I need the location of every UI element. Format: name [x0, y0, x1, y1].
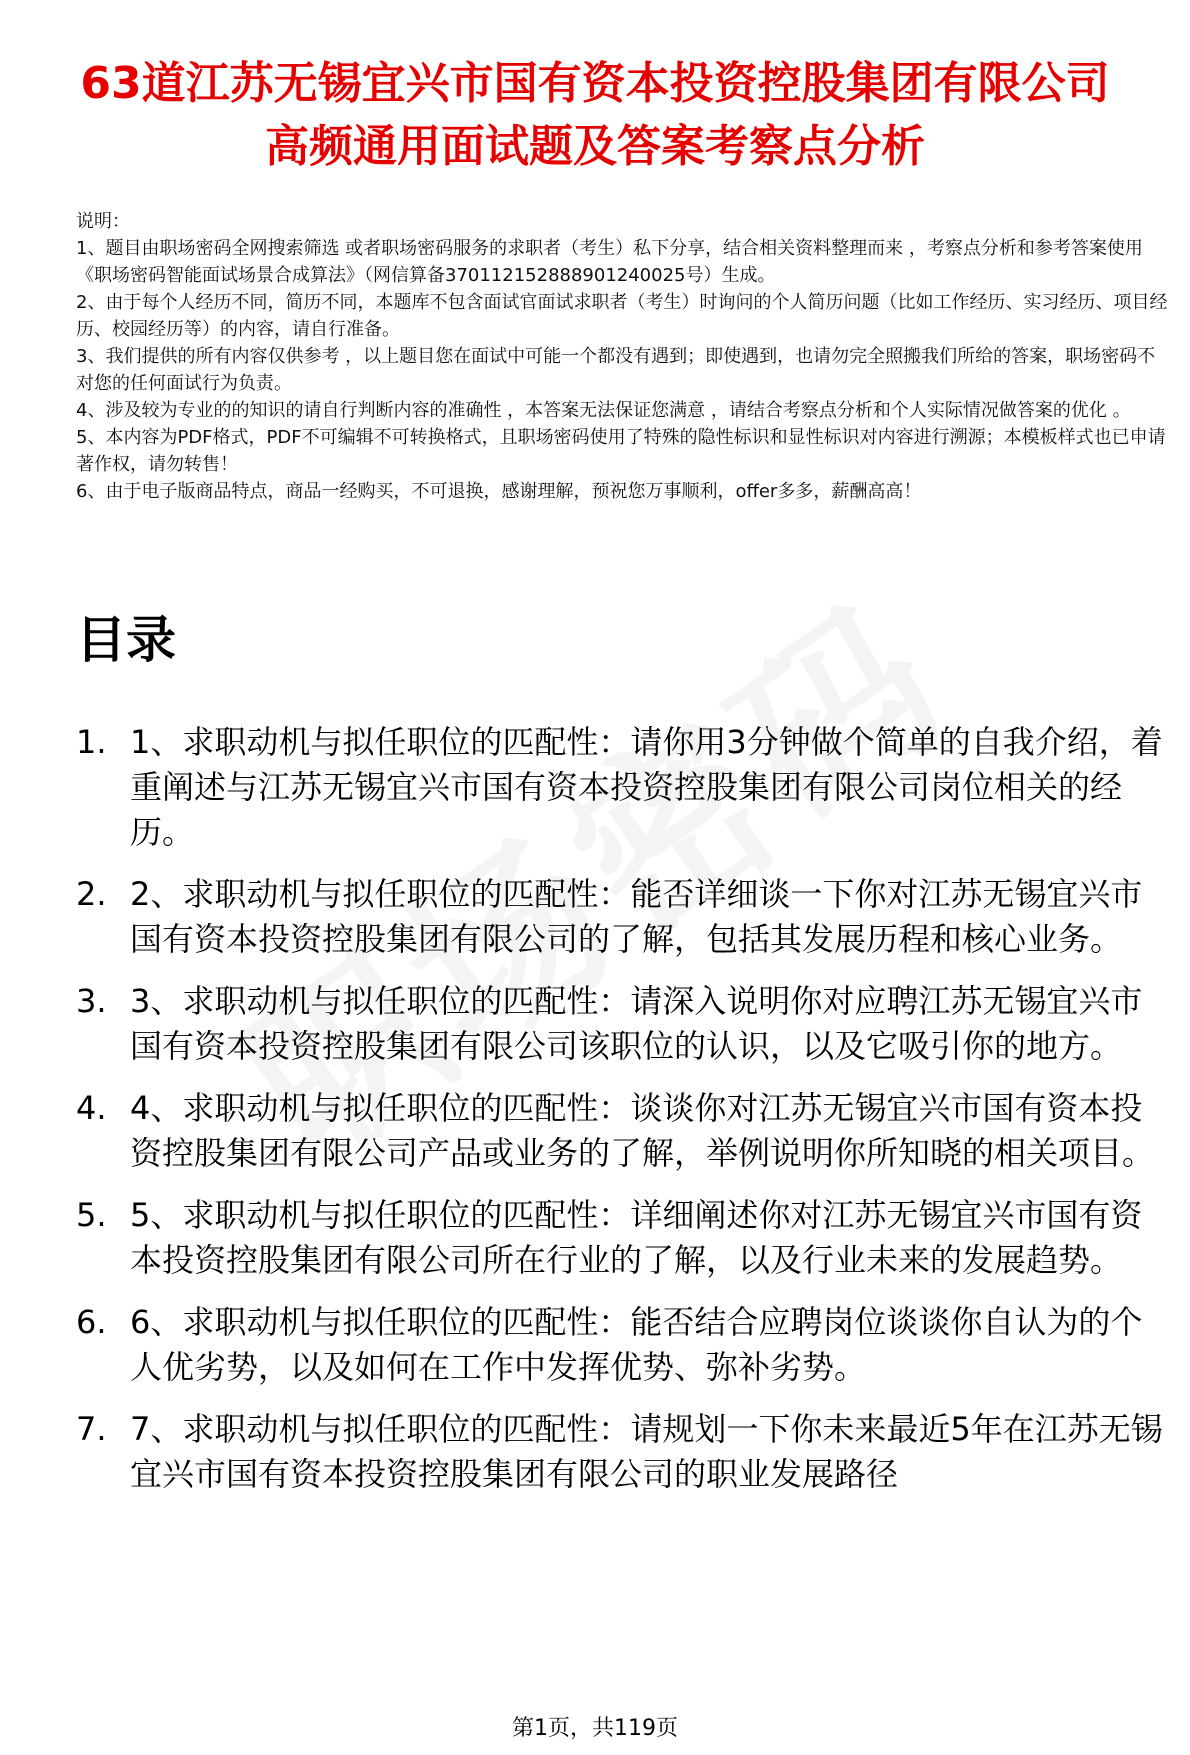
toc-item-text: 7、求职动机与拟任职位的匹配性：请规划一下你未来最近5年在江苏无锡宜兴市国有资本投资控股集团有限公司的职业发展路径: [130, 1410, 1163, 1493]
toc-item-number: 4.: [76, 1089, 107, 1127]
toc-item[interactable]: [76, 979, 1172, 1069]
toc-item-text: 6、求职动机与拟任职位的匹配性：能否结合应聘岗位谈谈你自认为的个人优劣势，以及如何在工作中发挥优势、弥补劣势。: [130, 1303, 1143, 1386]
toc-item[interactable]: [76, 872, 1172, 962]
toc-item-text: 2、求职动机与拟任职位的匹配性：能否详细谈一下你对江苏无锡宜兴市国有资本投资控股集团有限公司的了解，包括其发展历程和核心业务。: [130, 875, 1143, 958]
document-title: 63道江苏无锡宜兴市国有资本投资控股集团有限公司高频通用面试题及答案考察点分析: [80, 58, 1110, 172]
notes-line: 6、由于电子版商品特点，商品一经购买，不可退换，感谢理解，预祝您万事顺利，offer多多，薪酬高高！: [76, 481, 922, 502]
notes-line: 3、我们提供的所有内容仅供参考 ，以上题目您在面试中可能一个都没有遇到；即使遇到，也请勿完全照搬我们所给的答案，职场密码不对您的任何面试行为负责。: [76, 346, 1156, 394]
toc-item-text: 5、求职动机与拟任职位的匹配性：详细阐述你对江苏无锡宜兴市国有资本投资控股集团有限公司所在行业的了解，以及行业未来的发展趋势。: [130, 1196, 1143, 1279]
toc-item-number: 2.: [76, 875, 107, 913]
toc-item-text: 4、求职动机与拟任职位的匹配性：谈谈你对江苏无锡宜兴市国有资本投资控股集团有限公司产品或业务的了解，举例说明你所知晓的相关项目。: [130, 1089, 1155, 1172]
notes-line: 1、题目由职场密码全网搜索筛选 或者职场密码服务的求职者（考生）私下分享，结合相关资料整理而来 ，考察点分析和参考答案使用《职场密码智能面试场景合成算法》（网信算备370112152888901240025号）生成。: [76, 238, 1143, 286]
toc-item-text: 1、求职动机与拟任职位的匹配性：请你用3分钟做个简单的自我介绍，着重阐述与江苏无锡宜兴市国有资本投资控股集团有限公司岗位相关的经历。: [130, 723, 1163, 851]
toc-item-number: 6.: [76, 1303, 107, 1341]
toc-heading: 目录: [76, 611, 176, 669]
page-number-footer: 第1页，共119页: [512, 1716, 678, 1741]
notes-section: [76, 208, 1171, 505]
toc-item[interactable]: [76, 1300, 1172, 1390]
notes-line: 2、由于每个人经历不同，简历不同，本题库不包含面试官面试求职者（考生）时询问的个人简历问题（比如工作经历、实习经历、项目经历、校园经历等）的内容，请自行准备。: [76, 292, 1168, 340]
toc-item[interactable]: [76, 1086, 1172, 1176]
toc-item[interactable]: [76, 1193, 1172, 1283]
toc-item[interactable]: [76, 720, 1172, 855]
toc-item-number: 3.: [76, 982, 107, 1020]
notes-line: 说明：: [76, 211, 130, 232]
toc-item-number: 7.: [76, 1410, 107, 1448]
toc-item[interactable]: [76, 1407, 1172, 1497]
toc-item-number: 5.: [76, 1196, 107, 1234]
toc-item-number: 1.: [76, 723, 107, 761]
notes-line: 4、涉及较为专业的的知识的请自行判断内容的准确性 ，本答案无法保证您满意 ，请结合考察点分析和个人实际情况做答案的优化 。: [76, 400, 1131, 421]
table-of-contents: [76, 720, 1172, 1514]
toc-item-text: 3、求职动机与拟任职位的匹配性：请深入说明你对应聘江苏无锡宜兴市国有资本投资控股集团有限公司该职位的认识，以及它吸引你的地方。: [130, 982, 1143, 1065]
notes-line: 5、本内容为PDF格式，PDF不可编辑不可转换格式，且职场密码使用了特殊的隐性标识和显性标识对内容进行溯源；本模板样式也已申请著作权，请勿转售！: [76, 427, 1166, 475]
